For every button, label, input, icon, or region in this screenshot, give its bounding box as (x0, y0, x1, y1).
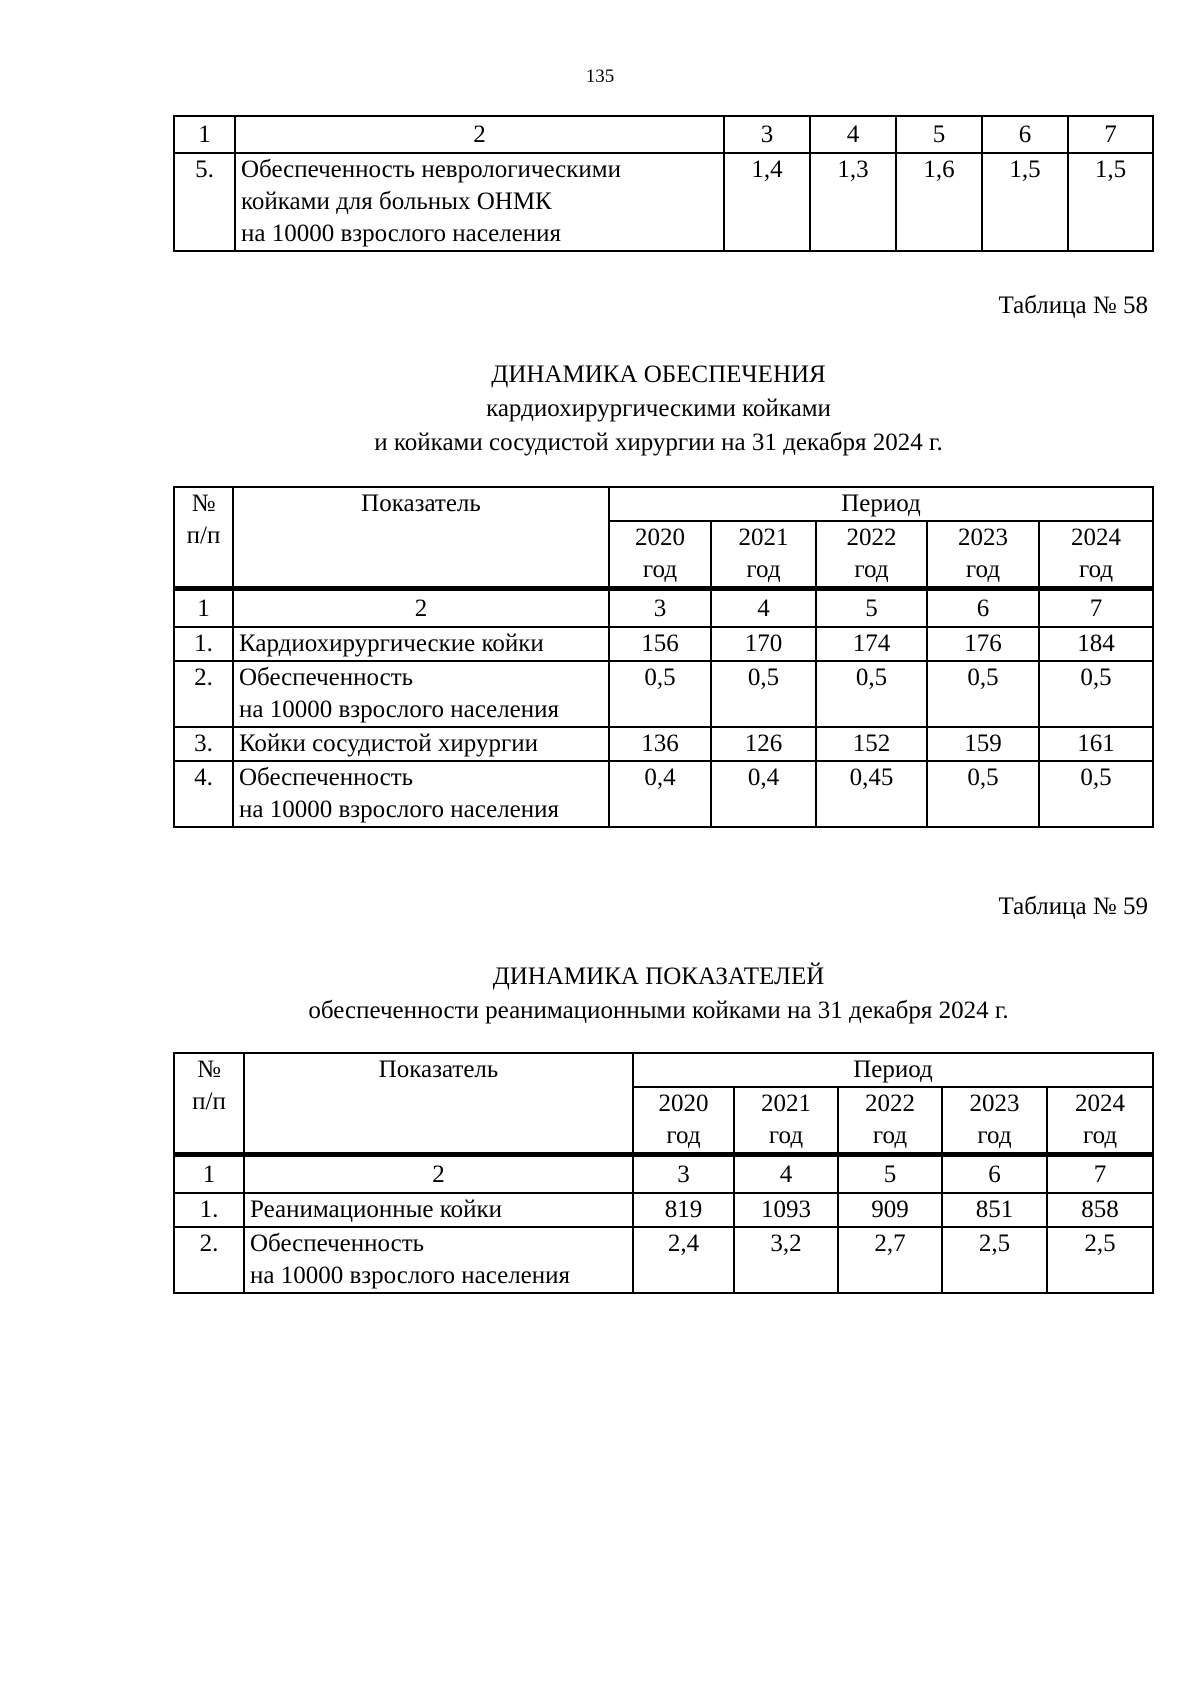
row-label-line: Реанимационные койки (250, 1196, 503, 1223)
row-label-line: на 10000 взрослого населения (239, 696, 560, 723)
year-word: год (977, 1122, 1012, 1149)
row-value: 0,4 (711, 761, 816, 827)
header-year (927, 521, 1039, 589)
row-value: 2,4 (633, 1227, 734, 1293)
row-value: 909 (838, 1193, 942, 1227)
column-number: 2 (235, 116, 724, 153)
row-value: 0,45 (816, 761, 927, 827)
row-value: 126 (711, 727, 816, 761)
row-value: 161 (1039, 727, 1153, 761)
row-value: 0,5 (711, 661, 816, 727)
row-label-line: Койки сосудистой хирургии (239, 730, 538, 757)
row-value: 3,2 (734, 1227, 838, 1293)
row-label-line: Обеспеченность неврологическими (241, 156, 622, 183)
column-number: 7 (1039, 589, 1153, 628)
column-number: 6 (982, 116, 1068, 153)
row-label-line: Кардиохирургические койки (239, 630, 544, 657)
year-value: 2024 (1071, 524, 1122, 551)
header-year (711, 521, 816, 589)
row-label-line: на 10000 взрослого населения (241, 220, 562, 247)
row-number: 4. (174, 761, 233, 827)
row-number: 2. (174, 1227, 244, 1293)
row-label-line: на 10000 взрослого населения (250, 1262, 571, 1289)
year-value: 2022 (846, 524, 897, 551)
year-word: год (1078, 556, 1114, 583)
row-number: 5. (174, 153, 235, 251)
column-number: 7 (1047, 1155, 1153, 1194)
header-indicator: Показатель (233, 487, 609, 589)
year-word: год (872, 1122, 908, 1149)
header-year (633, 1087, 734, 1155)
row-value: 0,5 (1039, 761, 1153, 827)
table-row (174, 761, 1153, 827)
row-value: 0,5 (927, 661, 1039, 727)
continued-table (173, 115, 1154, 252)
year-value: 2020 (635, 524, 685, 551)
header-num (174, 487, 233, 589)
row-value: 2,7 (838, 1227, 942, 1293)
table-row (174, 627, 1153, 661)
header-num (174, 1053, 244, 1155)
row-value: 152 (816, 727, 927, 761)
page-number: 135 (585, 66, 615, 87)
row-label-line: койками для больных ОНМК (241, 188, 552, 215)
column-number: 4 (734, 1155, 838, 1194)
table58-title (120, 358, 1197, 460)
row-value: 1,5 (1068, 153, 1153, 251)
column-number: 6 (942, 1155, 1047, 1194)
header-year (1039, 521, 1153, 589)
row-value: 170 (711, 627, 816, 661)
row-value: 1,3 (810, 153, 896, 251)
header-year (1047, 1087, 1153, 1155)
column-number: 5 (838, 1155, 942, 1194)
table-row (174, 727, 1153, 761)
row-value: 1,6 (896, 153, 982, 251)
table59-caption: Таблица № 59 (998, 893, 1148, 920)
row-value: 136 (609, 727, 711, 761)
header-year (609, 521, 711, 589)
row-value: 176 (927, 627, 1039, 661)
column-number: 5 (896, 116, 982, 153)
table-row (174, 1193, 1153, 1227)
table-row (174, 153, 1153, 251)
column-number-row (174, 116, 1153, 153)
row-label (233, 627, 609, 661)
row-value: 2,5 (942, 1227, 1047, 1293)
row-value: 1,5 (982, 153, 1068, 251)
year-value: 2023 (969, 1090, 1020, 1117)
year-word: год (666, 1122, 701, 1149)
row-value: 851 (942, 1193, 1047, 1227)
table59-title-line: обеспеченности реанимационными койками на 31 декабря 2024 г. (308, 997, 1009, 1024)
year-value: 2020 (658, 1090, 709, 1117)
row-number: 1. (174, 1193, 244, 1227)
row-number: 2. (174, 661, 233, 727)
row-label (244, 1227, 633, 1293)
row-label-line: Обеспеченность (239, 664, 414, 691)
table59-title (120, 960, 1197, 1028)
row-number: 1. (174, 627, 233, 661)
row-value: 1093 (734, 1193, 838, 1227)
table59 (173, 1052, 1154, 1294)
column-number: 1 (174, 116, 235, 153)
header-num-top: № (197, 1056, 221, 1083)
table58 (173, 486, 1154, 828)
column-number: 7 (1068, 116, 1153, 153)
year-word: год (854, 556, 889, 583)
row-value: 0,5 (816, 661, 927, 727)
header-year (838, 1087, 942, 1155)
row-value: 1,4 (724, 153, 810, 251)
table-row (174, 1227, 1153, 1293)
column-number: 5 (816, 589, 927, 628)
year-value: 2023 (958, 524, 1008, 551)
header-num-top: № (191, 490, 216, 517)
column-number: 2 (244, 1155, 633, 1194)
table-row (174, 661, 1153, 727)
column-number: 3 (724, 116, 810, 153)
column-number: 6 (927, 589, 1039, 628)
year-word: год (642, 556, 678, 583)
header-row (174, 487, 1153, 521)
row-label (233, 761, 609, 827)
row-value: 156 (609, 627, 711, 661)
column-number-row (174, 589, 1153, 628)
year-value: 2024 (1075, 1090, 1126, 1117)
row-label-line: Обеспеченность (239, 764, 414, 791)
row-label-line: Обеспеченность (250, 1230, 425, 1257)
row-value: 0,5 (609, 661, 711, 727)
header-indicator: Показатель (244, 1053, 633, 1155)
header-year (942, 1087, 1047, 1155)
row-label (233, 661, 609, 727)
year-value: 2022 (865, 1090, 915, 1117)
row-label-line: на 10000 взрослого населения (239, 796, 560, 823)
table58-title-line: и койками сосудистой хирургии на 31 декабря 2024 г. (374, 429, 943, 456)
row-value: 858 (1047, 1193, 1153, 1227)
row-value: 0,4 (609, 761, 711, 827)
column-number: 4 (711, 589, 816, 628)
header-year (816, 521, 927, 589)
row-value: 819 (633, 1193, 734, 1227)
column-number: 1 (174, 589, 233, 628)
column-number-row (174, 1155, 1153, 1194)
header-period: Период (609, 487, 1153, 521)
table58-title-line: ДИНАМИКА ОБЕСПЕЧЕНИЯ (491, 361, 826, 388)
column-number: 1 (174, 1155, 244, 1194)
row-number: 3. (174, 727, 233, 761)
header-num-bottom: п/п (186, 522, 221, 549)
year-word: год (965, 556, 1001, 583)
column-number: 2 (233, 589, 609, 628)
year-word: год (746, 556, 781, 583)
year-word: год (1082, 1122, 1118, 1149)
header-year (734, 1087, 838, 1155)
row-value: 174 (816, 627, 927, 661)
column-number: 4 (810, 116, 896, 153)
row-label (235, 153, 724, 251)
row-value: 2,5 (1047, 1227, 1153, 1293)
row-value: 0,5 (1039, 661, 1153, 727)
table58-title-line: кардиохирургическими койками (486, 395, 831, 422)
row-value: 0,5 (927, 761, 1039, 827)
header-num-bottom: п/п (192, 1088, 226, 1115)
row-value: 184 (1039, 627, 1153, 661)
row-label (233, 727, 609, 761)
header-period: Период (633, 1053, 1153, 1087)
year-word: год (768, 1122, 804, 1149)
column-number: 3 (609, 589, 711, 628)
table59-title-line: ДИНАМИКА ПОКАЗАТЕЛЕЙ (492, 963, 825, 990)
row-label (244, 1193, 633, 1227)
year-value: 2021 (761, 1090, 811, 1117)
column-number: 3 (633, 1155, 734, 1194)
table58-caption: Таблица № 58 (998, 292, 1148, 319)
row-value: 159 (927, 727, 1039, 761)
year-value: 2021 (738, 524, 789, 551)
header-row (174, 1053, 1153, 1087)
